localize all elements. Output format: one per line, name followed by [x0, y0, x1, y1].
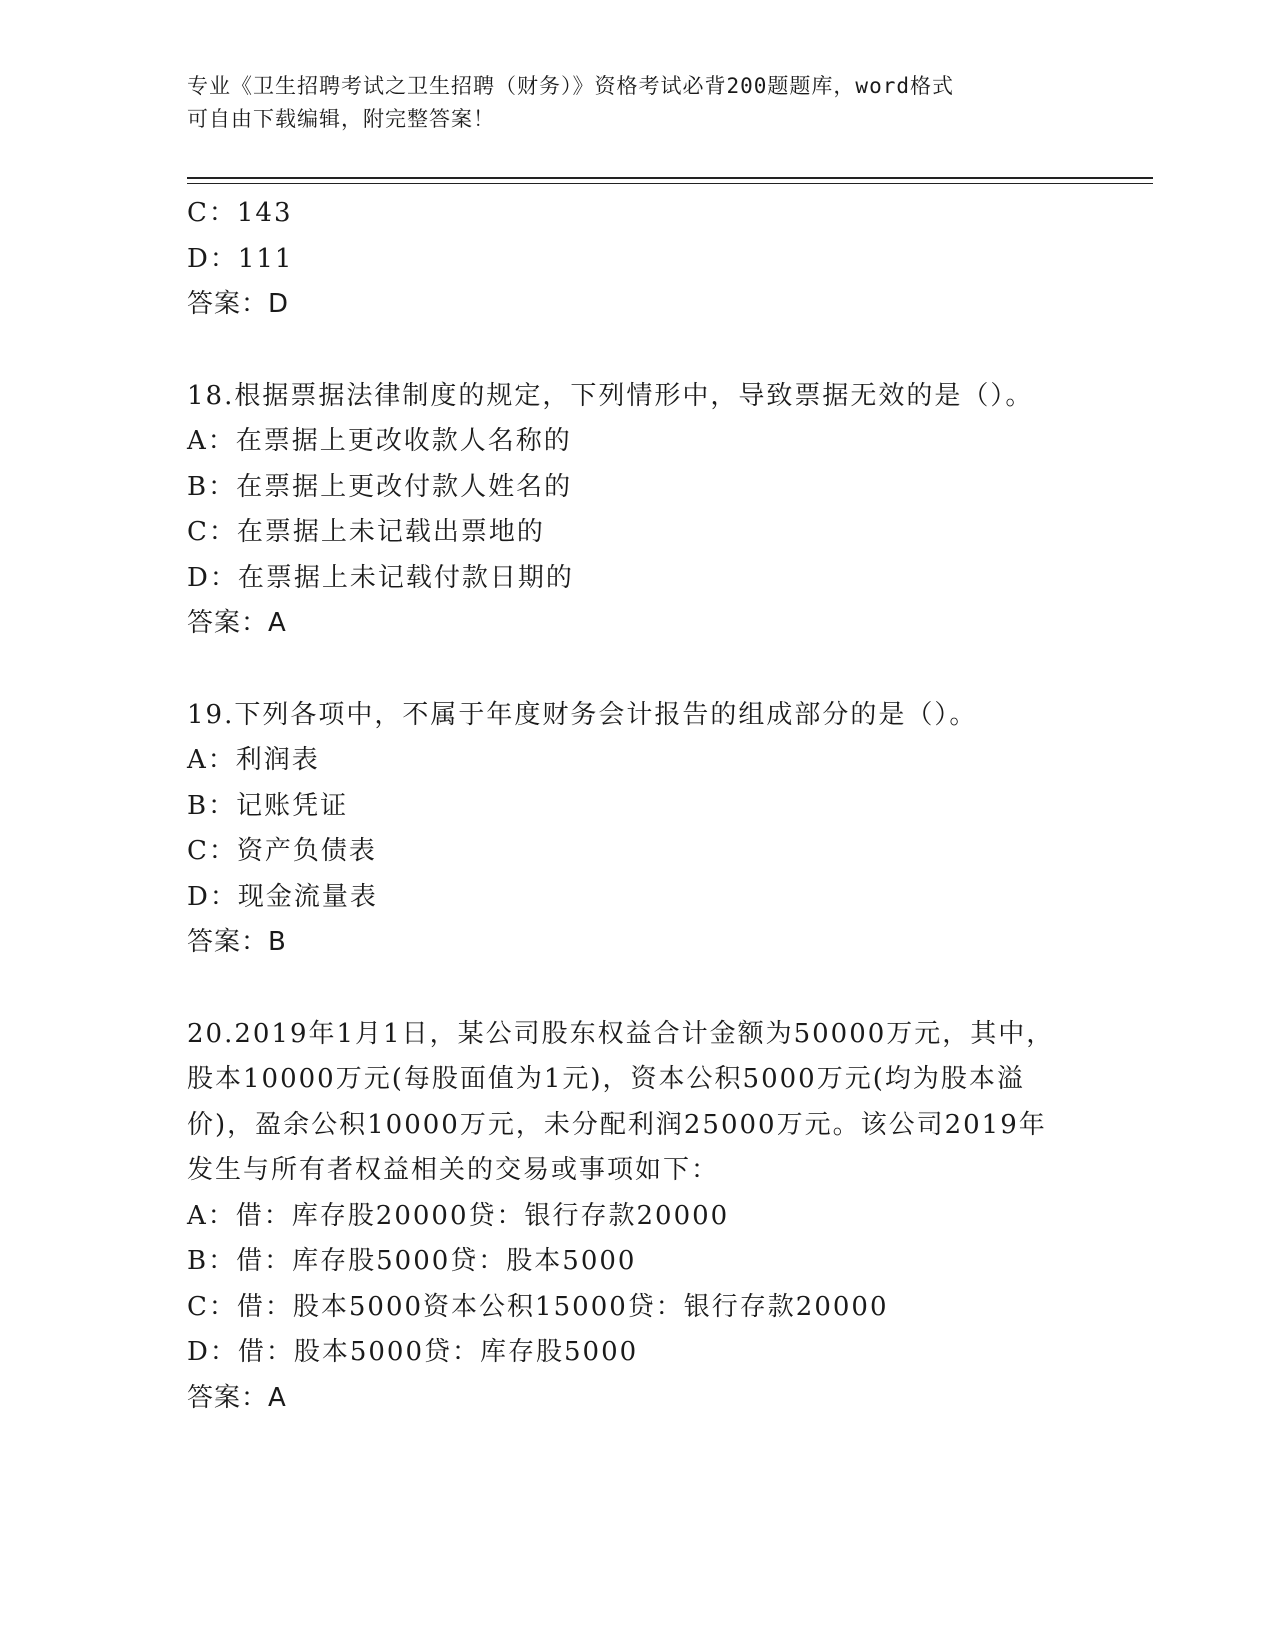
question-text: 18.根据票据法律制度的规定，下列情形中，导致票据无效的是（）。: [187, 380, 1034, 411]
answer-line: 答案：D: [187, 289, 290, 319]
question-text-line-2: 股本10000万元(每股面值为1元)，资本公积5000万元(均为股本溢: [187, 1064, 1025, 1094]
header-divider: [187, 177, 1153, 184]
question-20: [187, 1012, 1087, 1422]
header-line-1: 专业《卫生招聘考试之卫生招聘（财务）》资格考试必背200题题库，word格式: [187, 74, 954, 98]
document-body: [187, 191, 1087, 1421]
option-a: A：在票据上更改收款人名称的: [187, 426, 572, 456]
option-a: A：借：库存股20000贷：银行存款20000: [187, 1200, 730, 1231]
question-18: [187, 374, 1087, 647]
question-text-line-1: 20.2019年1月1日，某公司股东权益合计金额为50000万元，其中，: [187, 1018, 1055, 1049]
previous-question-tail: [187, 191, 1087, 328]
option-d: D：111: [187, 243, 294, 274]
answer-line: 答案：A: [187, 608, 287, 638]
question-text: 19.下列各项中，不属于年度财务会计报告的组成部分的是（）。: [187, 699, 978, 730]
option-c: C：143: [187, 198, 293, 228]
option-c: C：在票据上未记载出票地的: [187, 517, 545, 547]
option-c: C：借：股本5000资本公积15000贷：银行存款20000: [187, 1291, 889, 1322]
question-text-line-4: 发生与所有者权益相关的交易或事项如下：: [187, 1155, 720, 1185]
option-b: B：在票据上更改付款人姓名的: [187, 471, 573, 502]
option-d: D：借：股本5000贷：库存股5000: [187, 1337, 639, 1367]
document-header: [187, 70, 1067, 136]
option-c: C：资产负债表: [187, 836, 377, 866]
option-d: D：在票据上未记载付款日期的: [187, 562, 574, 593]
option-a: A：利润表: [187, 745, 320, 775]
answer-line: 答案：A: [187, 1382, 287, 1413]
option-b: B：记账凭证: [187, 790, 349, 821]
question-19: [187, 693, 1087, 966]
question-text-line-3: 价)，盈余公积10000万元，未分配利润25000万元。该公司2019年: [187, 1109, 1047, 1140]
option-b: B：借：库存股5000贷：股本5000: [187, 1246, 637, 1276]
option-d: D：现金流量表: [187, 881, 378, 912]
header-line-2: 可自由下载编辑，附完整答案！: [187, 107, 495, 131]
answer-line: 答案：B: [187, 927, 287, 957]
